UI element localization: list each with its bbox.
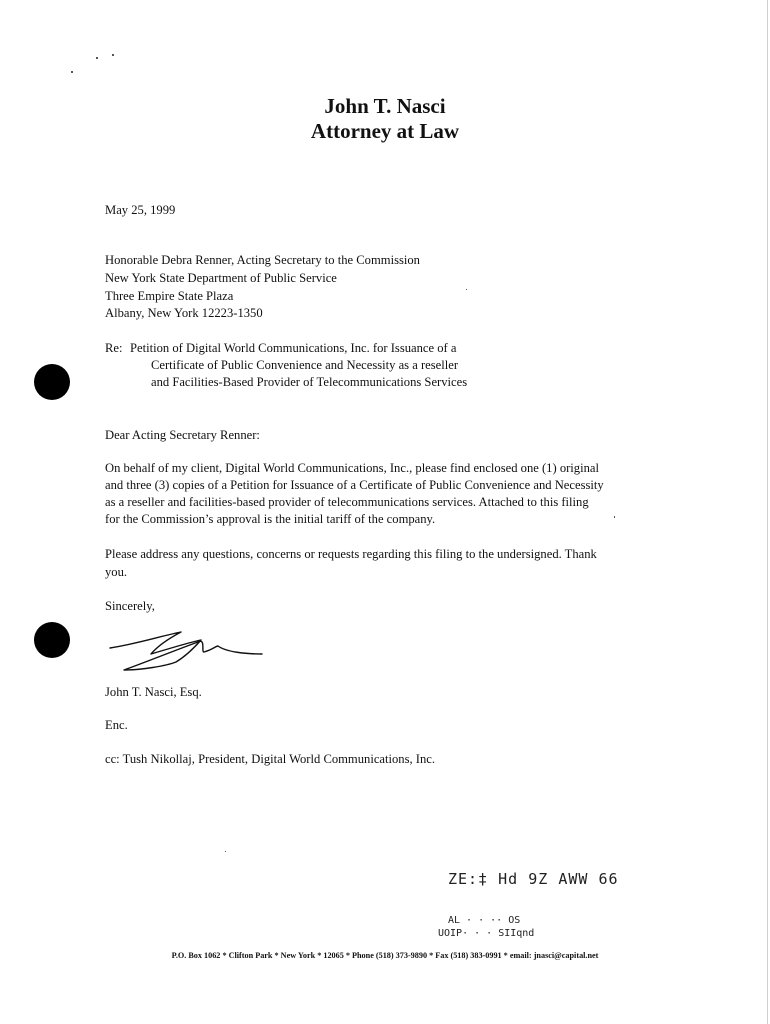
closing: Sincerely,	[105, 599, 155, 613]
punch-hole	[34, 622, 70, 658]
received-stamp: UOIP· · · SIIqnd	[438, 928, 535, 939]
recipient-line: Honorable Debra Renner, Acting Secretary to the Commission	[105, 253, 420, 267]
received-stamp: AL · · ·· OS	[448, 915, 521, 926]
recipient-line: Albany, New York 12223-1350	[105, 306, 263, 320]
page-edge	[767, 0, 768, 1024]
received-stamp: ZE:‡ Hd 9Z AWW 66	[448, 870, 619, 888]
body-line: On behalf of my client, Digital World Communications, Inc., please find enclosed one (1) original	[105, 461, 599, 475]
letterhead-name: John T. Nasci	[324, 94, 446, 118]
re-label: Re:	[105, 341, 123, 355]
footer-contact: P.O. Box 1062 * Clifton Park * New York * 12065 * Phone (518) 373-9890 * Fax (518) 383-0991 * email: jnasci@capital.net	[171, 951, 599, 960]
re-line: Certificate of Public Convenience and Necessity as a reseller	[151, 358, 459, 372]
salutation: Dear Acting Secretary Renner:	[105, 428, 260, 442]
recipient-line: New York State Department of Public Service	[105, 271, 337, 285]
scan-speck	[225, 851, 226, 852]
signature	[106, 618, 266, 673]
scan-speck	[71, 71, 73, 73]
body-line: and three (3) copies of a Petition for Issuance of a Certificate of Public Convenience and Necessity	[105, 478, 604, 492]
body-line: Please address any questions, concerns or requests regarding this filing to the undersigned. Thank	[105, 547, 597, 561]
scan-speck	[112, 54, 114, 56]
body-line: for the Commission’s approval is the initial tariff of the company.	[105, 512, 436, 526]
scan-speck	[466, 289, 467, 290]
body-line: as a reseller and facilities-based provider of telecommunications services. Attached to this filing	[105, 495, 589, 509]
signer-name: John T. Nasci, Esq.	[105, 685, 202, 699]
letter-date: May 25, 1999	[105, 203, 176, 217]
re-line: and Facilities-Based Provider of Telecommunications Services	[151, 375, 468, 389]
recipient-line: Three Empire State Plaza	[105, 289, 234, 303]
body-line: you.	[105, 565, 128, 579]
punch-hole	[34, 364, 70, 400]
letterhead-title: Attorney at Law	[310, 119, 460, 143]
scan-speck	[96, 57, 98, 59]
enclosure-note: Enc.	[105, 718, 128, 732]
cc-line: cc: Tush Nikollaj, President, Digital World Communications, Inc.	[105, 752, 436, 766]
scan-speck	[614, 516, 615, 518]
re-line: Petition of Digital World Communications, Inc. for Issuance of a	[130, 341, 457, 355]
